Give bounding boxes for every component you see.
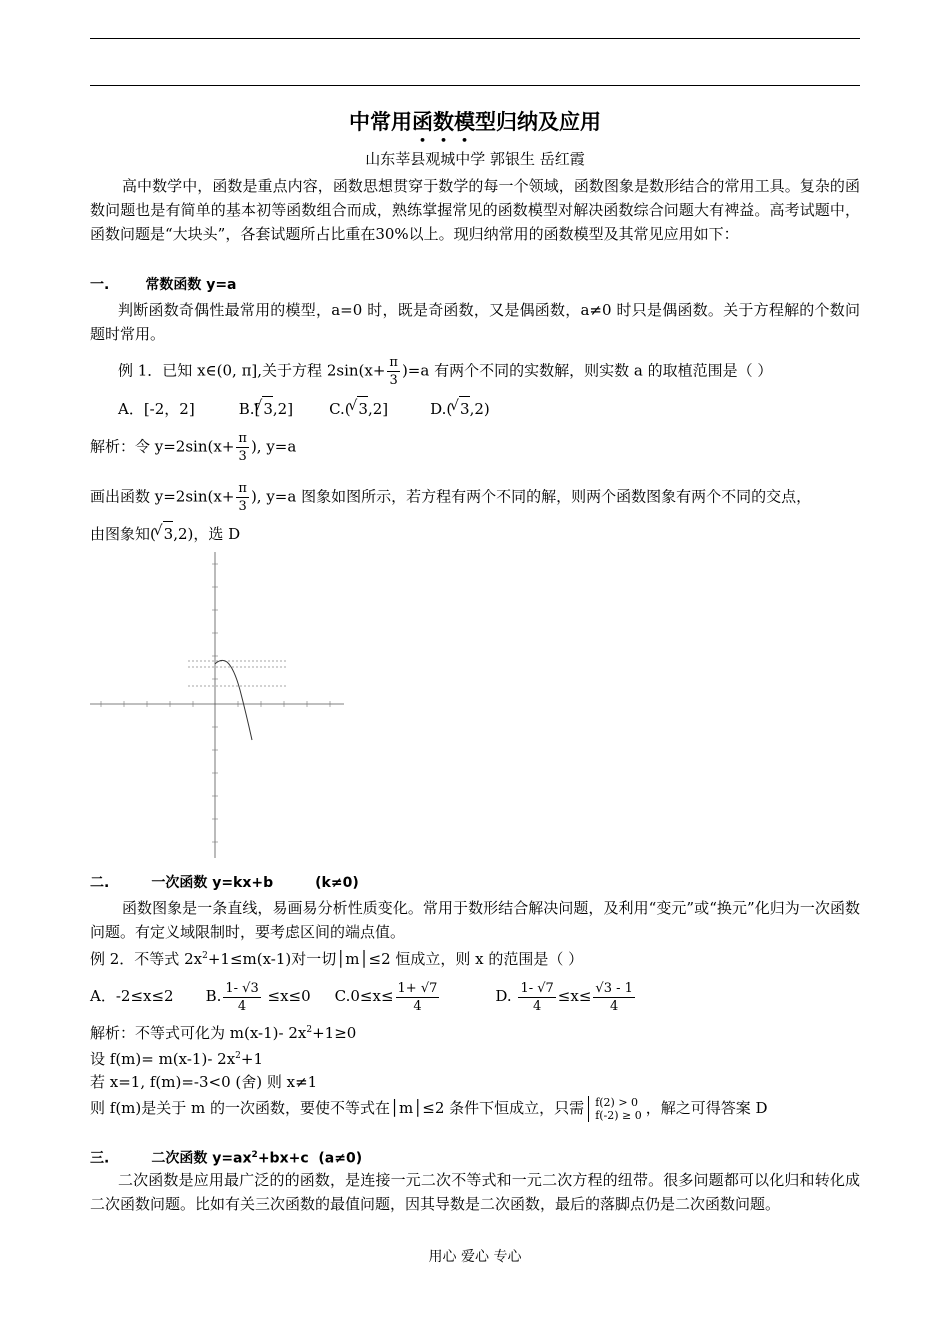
solution-2-line-1: 解析：不等式可化为 m(x-1)- $2x^2+1\ge 0$: [90, 1024, 357, 1042]
header-rule-top: [90, 38, 860, 39]
example-1-options: A．[-2，2] B.[√ 3,2] C.( √ 3,2] D.( √ 3,2): [118, 396, 888, 421]
example-2: 例 2．不等式 $2x^2+1\le m(x-1)$对一切│m│≤2 恒成立，则 x 的范围是（ ）: [90, 950, 584, 968]
solution-2-line-3: 若 x=1, f(m)=-3<0 (舍) 则 x≠1: [90, 1073, 318, 1091]
section-2-heading: 二. 一次函数 y=kx+b (k≠0): [90, 875, 359, 891]
inequality-system: f(2) > 0 f(-2) ≥ 0: [588, 1096, 642, 1122]
solution-1-line-3: 由图象知( √ 3,2)，选 D: [90, 521, 860, 546]
example-2-options: A．-2≤x≤2 B. $\frac{1- √3}{4}$ ≤x≤0 C.0≤x≤ $\frac{1+ √7}{4}$ D. $\frac{1- √7}{4}$ ≤x≤ $\frac{√3 - 1}{4}$: [90, 980, 633, 1014]
function-graph: [88, 550, 348, 860]
author-line: 山东莘县观城中学 郭银生 岳红霞: [365, 150, 585, 168]
solution-2-line-4: 则 f(m)是关于 m 的一次函数，要使不等式在│m│≤2 条件下恒成立，只需 f(2) > 0 f(-2) ≥ 0 ，解之可得答案 D: [90, 1096, 768, 1122]
page-title: 中常用函数模型归纳及应用: [349, 110, 601, 134]
intro-paragraph: 高中数学中，函数是重点内容，函数思想贯穿于数学的每一个领域，函数图象是数形结合的常用工具。复杂的函数问题也是有简单的基本初等函数组合而成，熟练掌握常见的函数模型对解决函数综合问题大有裨益。高考试题中，函数问题是“大块头”，各套试题所占比重在30%以上。现归纳常用的函数模型及其常见应用如下：: [90, 177, 860, 243]
header-rule-bottom: [90, 85, 860, 86]
section-3-body: 二次函数是应用最广泛的的函数，是连接一元二次不等式和一元二次方程的纽带。很多问题都可以化归和转化成二次函数问题。比如有关三次函数的最值问题，因其导数是二次函数，最后的落脚点仍是二次函数问题。: [90, 1171, 860, 1213]
solution-2-line-2: 设 f(m)= m(x-1)- $2x^2+1$: [90, 1050, 264, 1068]
section-1-body: 判断函数奇偶性最常用的模型，a=0 时，既是奇函数，又是偶函数，a≠0 时只是偶函数。关于方程解的个数问题时常用。: [90, 301, 860, 343]
page-footer: 用心 爱心 专心: [428, 1249, 522, 1265]
sine-curve: [215, 660, 252, 740]
section-1-heading: 一. 常数函数 y=a: [90, 277, 237, 293]
example-1: 例 1．已知 x∈(0, π],关于方程 2sin(x+ $\frac{\pi}{3}$ )=a 有两个不同的实数解，则实数 a 的取植范围是（ ）: [118, 355, 773, 388]
section-2-body: 函数图象是一条直线，易画易分析性质变化。常用于数形结合解决问题，及利用“变元”或“换元”化归为一次函数问题。有定义域限制时，要考虑区间的端点值。: [90, 899, 860, 941]
solution-1-line-2: 画出函数 y=2sin(x+ $\frac{\pi}{3}$ ), y=a 图象如图所示，若方程有两个不同的解，则两个函数图象有两个不同的交点，: [90, 481, 812, 514]
solution-1-line-1: 解析：令 y=2sin(x+ $\frac{\pi}{3}$ ), y=a: [90, 431, 297, 464]
section-3-heading: 三. 二次函数 $y=ax^2+bx+c$ (a≠0): [90, 1150, 363, 1167]
